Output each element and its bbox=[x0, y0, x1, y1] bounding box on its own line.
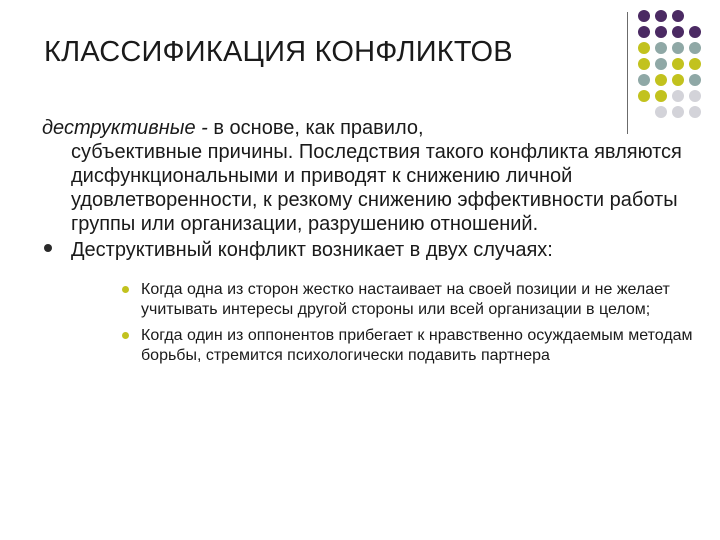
decorative-dot bbox=[655, 74, 667, 86]
decorative-dot bbox=[689, 90, 701, 102]
decorative-dot bbox=[689, 26, 701, 38]
decorative-dot bbox=[638, 90, 650, 102]
decorative-dot bbox=[655, 90, 667, 102]
decorative-dot bbox=[672, 10, 684, 22]
decorative-dot bbox=[672, 26, 684, 38]
decorative-dot bbox=[672, 42, 684, 54]
sub-bullet-text: Когда один из оппонентов прибегает к нравственно осуждаемым методам борьбы, стремится психологически подавить партнера bbox=[141, 327, 693, 364]
bullet-text: Деструктивный конфликт возникает в двух случаях: bbox=[71, 239, 553, 261]
decorative-dot bbox=[672, 58, 684, 70]
definition-first-line: в основе, как правило, bbox=[213, 117, 424, 139]
decorative-dot bbox=[655, 26, 667, 38]
bullet-marker bbox=[44, 244, 52, 252]
sub-bullet-list bbox=[122, 280, 693, 366]
decorative-dot bbox=[638, 26, 650, 38]
bullet-item bbox=[42, 238, 682, 262]
decorative-dot bbox=[689, 58, 701, 70]
decorative-dot bbox=[689, 10, 701, 22]
decorative-dot bbox=[638, 42, 650, 54]
decorative-dot bbox=[638, 74, 650, 86]
definition-rest: субъективные причины. Последствия такого конфликта являются дисфункциональными и приводят к снижению личной удовлетворенности, к резкому снижению эффективности работы группы или организации, разрушению отношений. bbox=[71, 141, 682, 235]
decorative-dot bbox=[689, 106, 701, 118]
definition-paragraph bbox=[42, 116, 682, 236]
sub-bullet-marker bbox=[122, 332, 129, 339]
slide-title: КЛАССИФИКАЦИЯ КОНФЛИКТОВ bbox=[44, 36, 513, 68]
decorative-dot bbox=[689, 74, 701, 86]
decorative-dot bbox=[655, 58, 667, 70]
decorative-dot bbox=[638, 10, 650, 22]
sub-bullet-item bbox=[122, 280, 701, 320]
decorative-dot bbox=[672, 74, 684, 86]
sub-bullet-marker bbox=[122, 286, 129, 293]
dot-pattern-decoration bbox=[638, 10, 701, 118]
slide-body bbox=[42, 116, 693, 372]
decorative-dot bbox=[655, 10, 667, 22]
sub-bullet-text: Когда одна из сторон жестко настаивает на своей позиции и не желает учитывать интересы другой стороны или всей организации в целом; bbox=[141, 281, 670, 318]
decorative-dot bbox=[638, 58, 650, 70]
decorative-dot bbox=[672, 90, 684, 102]
term-destructive: деструктивные - bbox=[42, 117, 214, 139]
sub-bullet-item bbox=[122, 326, 701, 366]
decorative-dot bbox=[689, 42, 701, 54]
decorative-dot bbox=[655, 42, 667, 54]
